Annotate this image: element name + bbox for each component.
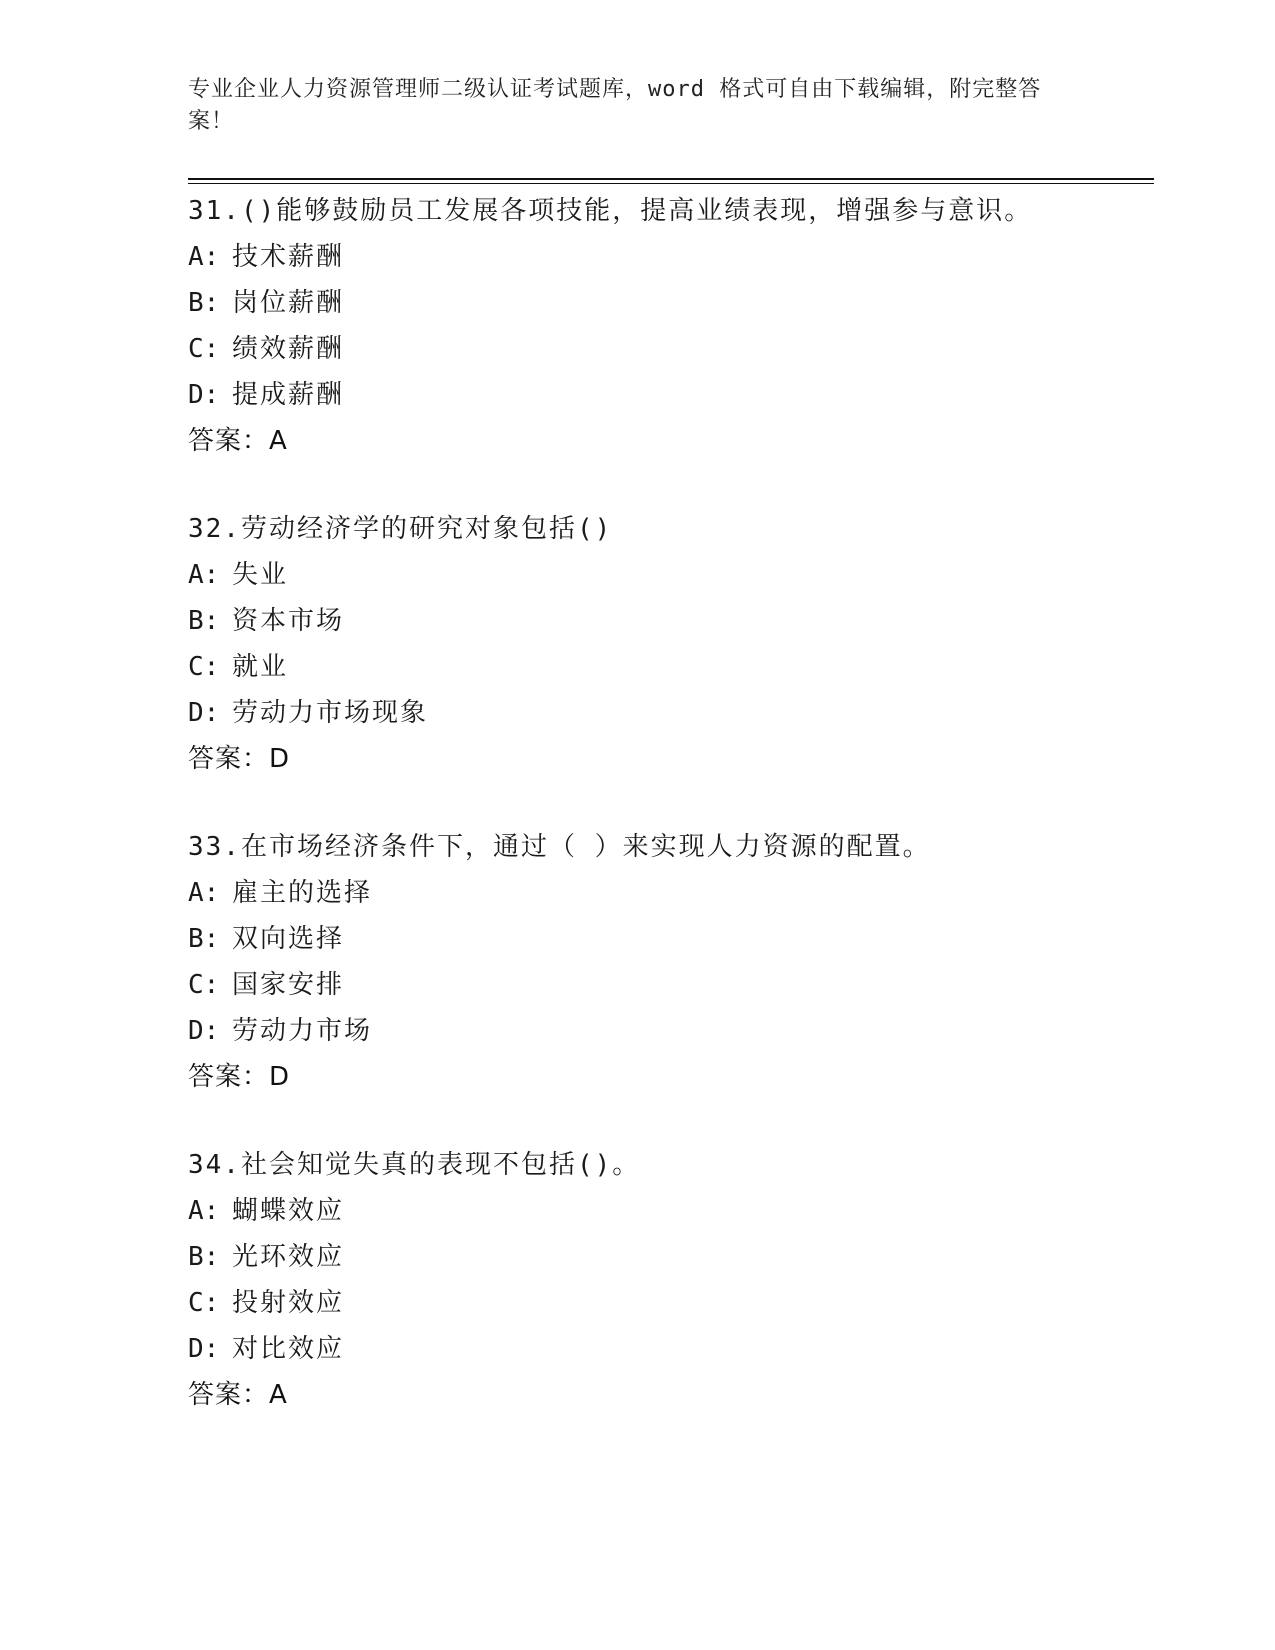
option-text: 雇主的选择 [232, 878, 373, 908]
answer-line: 答案：D [188, 744, 291, 774]
option-text: 劳动力市场现象 [232, 698, 429, 728]
question-stem: 34.社会知觉失真的表现不包括()。 [188, 1150, 641, 1180]
option-a [188, 552, 1148, 598]
option-text: 绩效薪酬 [232, 334, 345, 364]
option-c [188, 326, 1148, 372]
option-key: A: [188, 560, 220, 590]
option-text: 国家安排 [232, 970, 345, 1000]
option-text: 对比效应 [232, 1334, 345, 1364]
option-text: 劳动力市场 [232, 1016, 373, 1046]
header-divider-thick [188, 178, 1154, 180]
option-key: B: [188, 1242, 220, 1272]
option-key: D: [188, 1334, 220, 1364]
answer-line: 答案：D [188, 1062, 291, 1092]
option-key: B: [188, 288, 220, 318]
option-text: 技术薪酬 [232, 242, 345, 272]
option-c [188, 1280, 1148, 1326]
answer-line: 答案：A [188, 1380, 288, 1410]
document-header: 专业企业人力资源管理师二级认证考试题库，word 格式可自由下载编辑，附完整答案！ [188, 77, 1042, 134]
option-text: 失业 [232, 560, 289, 590]
option-key: B: [188, 606, 220, 636]
option-key: C: [188, 334, 220, 364]
option-text: 光环效应 [232, 1242, 345, 1272]
option-b [188, 598, 1148, 644]
option-c [188, 644, 1148, 690]
option-text: 投射效应 [232, 1288, 345, 1318]
option-b [188, 280, 1148, 326]
option-key: D: [188, 698, 220, 728]
option-text: 就业 [232, 652, 289, 682]
option-key: B: [188, 924, 220, 954]
option-key: A: [188, 878, 220, 908]
option-c [188, 962, 1148, 1008]
option-d [188, 1008, 1148, 1054]
option-a [188, 1188, 1148, 1234]
question-stem: 33.在市场经济条件下，通过（ ）来实现人力资源的配置。 [188, 832, 931, 862]
option-a [188, 870, 1148, 916]
question-list [188, 188, 1148, 1460]
option-key: A: [188, 1196, 220, 1226]
option-text: 资本市场 [232, 606, 345, 636]
option-text: 蝴蝶效应 [232, 1196, 345, 1226]
question-32 [188, 506, 1148, 782]
option-d [188, 1326, 1148, 1372]
option-key: C: [188, 1288, 220, 1318]
option-b [188, 1234, 1148, 1280]
option-key: D: [188, 380, 220, 410]
option-d [188, 372, 1148, 418]
question-stem: 32.劳动经济学的研究对象包括() [188, 514, 613, 544]
option-key: A: [188, 242, 220, 272]
answer-line: 答案：A [188, 426, 288, 456]
option-text: 提成薪酬 [232, 380, 345, 410]
option-b [188, 916, 1148, 962]
option-key: D: [188, 1016, 220, 1046]
option-d [188, 690, 1148, 736]
option-text: 岗位薪酬 [232, 288, 345, 318]
question-31 [188, 188, 1148, 464]
option-a [188, 234, 1148, 280]
question-34 [188, 1142, 1148, 1418]
question-33 [188, 824, 1148, 1100]
option-key: C: [188, 652, 220, 682]
option-key: C: [188, 970, 220, 1000]
header-divider-thin [188, 183, 1154, 184]
question-stem: 31.()能够鼓励员工发展各项技能，提高业绩表现，增强参与意识。 [188, 196, 1033, 226]
option-text: 双向选择 [232, 924, 345, 954]
